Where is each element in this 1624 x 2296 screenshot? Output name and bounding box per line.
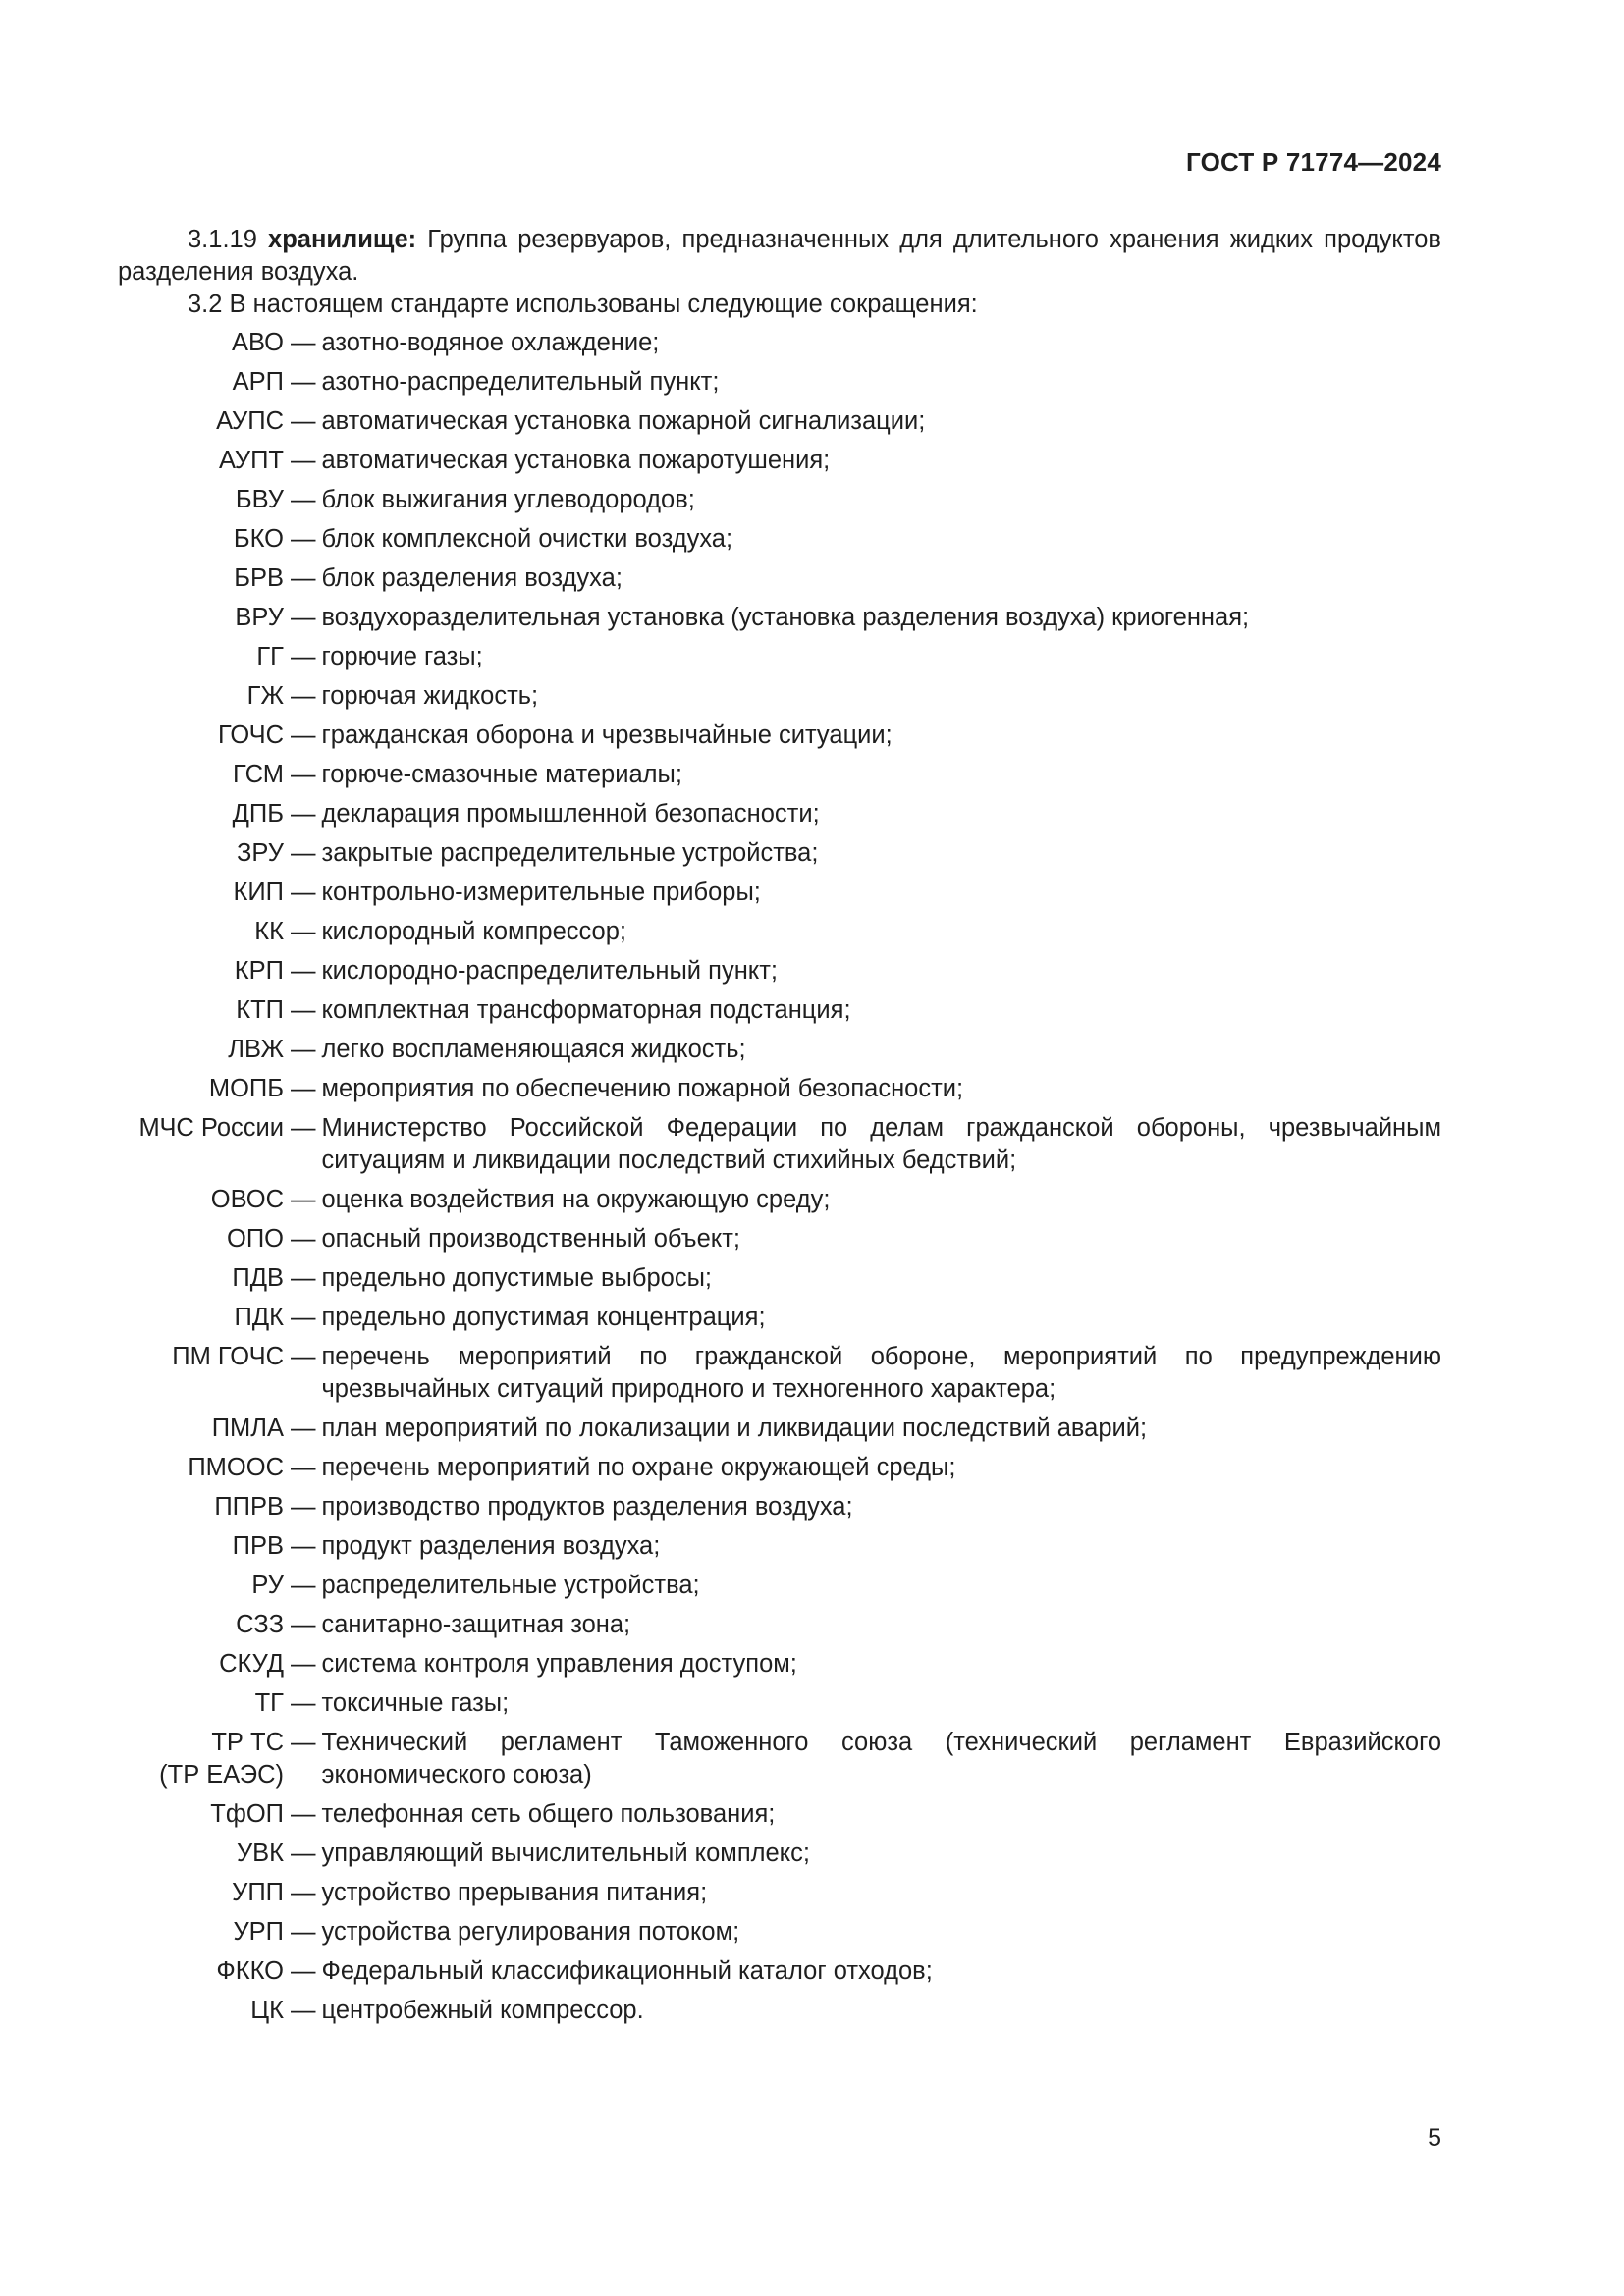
clause-definition: Группа резервуаров, предназначенных для длительного хранения жидких продуктов разделения воздуха. xyxy=(118,226,1441,286)
abbreviation-dash: — xyxy=(291,800,316,828)
abbreviation-term: ПМ ГОЧС xyxy=(172,1343,284,1370)
abbreviation-row xyxy=(118,1302,1441,1334)
abbreviation-term: ЗРУ xyxy=(236,839,284,867)
abbreviation-definition: центробежный компрессор. xyxy=(321,1997,644,2024)
abbreviation-dash: — xyxy=(291,1997,316,2024)
abbreviation-row xyxy=(118,837,1441,870)
abbreviation-definition: блок выжигания углеводородов; xyxy=(321,486,695,513)
abbreviation-row xyxy=(118,405,1441,438)
abbreviation-row xyxy=(118,1073,1441,1105)
abbreviation-dash: — xyxy=(291,407,316,435)
clause-3-2-intro: 3.2 В настоящем стандарте использованы следующие сокращения: xyxy=(188,291,978,318)
abbreviation-dash: — xyxy=(291,1075,316,1102)
abbreviation-row xyxy=(118,994,1441,1027)
abbreviation-dash: — xyxy=(291,1689,316,1717)
abbreviation-dash: — xyxy=(291,1114,316,1142)
abbreviation-row xyxy=(118,720,1441,752)
abbreviation-definition: гражданская оборона и чрезвычайные ситуации; xyxy=(321,721,893,749)
abbreviation-dash: — xyxy=(291,839,316,867)
abbreviation-row xyxy=(118,759,1441,791)
abbreviation-dash: — xyxy=(291,996,316,1024)
abbreviation-term: КТП xyxy=(236,996,284,1024)
abbreviation-row xyxy=(118,523,1441,556)
abbreviation-term: КК xyxy=(254,918,284,945)
abbreviation-row xyxy=(118,445,1441,477)
abbreviation-row xyxy=(118,955,1441,988)
abbreviation-term: АРП xyxy=(232,368,284,396)
abbreviation-definition: предельно допустимые выбросы; xyxy=(321,1264,712,1292)
abbreviation-row xyxy=(118,1413,1441,1445)
abbreviation-row xyxy=(118,641,1441,673)
abbreviation-term: ПДК xyxy=(234,1304,284,1331)
abbreviation-definition: горюче-смазочные материалы; xyxy=(321,761,682,788)
abbreviation-definition: закрытые распределительные устройства; xyxy=(321,839,819,867)
abbreviation-term: ПМООС xyxy=(188,1454,284,1481)
abbreviation-row xyxy=(118,1570,1441,1602)
abbreviation-dash: — xyxy=(291,604,316,631)
abbreviation-term: ОПО xyxy=(227,1225,284,1253)
document-body xyxy=(118,224,1441,2034)
abbreviation-row xyxy=(118,1452,1441,1484)
abbreviation-definition: оценка воздействия на окружающую среду; xyxy=(321,1186,831,1213)
abbreviation-row xyxy=(118,1112,1441,1177)
abbreviation-dash: — xyxy=(291,486,316,513)
clause-3-1-19 xyxy=(118,224,1441,289)
abbreviation-term: СЗЗ xyxy=(236,1611,284,1638)
abbreviation-dash: — xyxy=(291,682,316,710)
abbreviation-definition: опасный производственный объект; xyxy=(321,1225,740,1253)
abbreviation-dash: — xyxy=(291,1343,316,1370)
abbreviation-definition: мероприятия по обеспечению пожарной безопасности; xyxy=(321,1075,964,1102)
abbreviation-dash: — xyxy=(291,368,316,396)
abbreviation-term: КРП xyxy=(234,957,284,985)
abbreviation-term: ДПБ xyxy=(232,800,284,828)
abbreviation-dash: — xyxy=(291,1415,316,1442)
abbreviation-row xyxy=(118,798,1441,830)
abbreviation-dash: — xyxy=(291,918,316,945)
abbreviation-definition: контрольно-измерительные приборы; xyxy=(321,879,761,906)
abbreviation-dash: — xyxy=(291,1454,316,1481)
abbreviation-term: РУ xyxy=(251,1572,284,1599)
abbreviation-dash: — xyxy=(291,329,316,356)
abbreviation-definition: кислородно-распределительный пункт; xyxy=(321,957,778,985)
abbreviation-row xyxy=(118,1648,1441,1681)
abbreviation-term: АУПТ xyxy=(219,447,284,474)
abbreviation-term: УВК xyxy=(236,1840,284,1867)
abbreviation-row xyxy=(118,1916,1441,1949)
abbreviation-term: УРП xyxy=(233,1918,284,1946)
abbreviation-term: ППРВ xyxy=(214,1493,284,1521)
abbreviation-term: ФККО xyxy=(216,1957,284,1985)
clause-term: хранилище: xyxy=(268,226,417,253)
abbreviation-dash: — xyxy=(291,1572,316,1599)
abbreviation-dash: — xyxy=(291,1264,316,1292)
abbreviation-term: УПП xyxy=(232,1879,284,1906)
abbreviation-definition: Федеральный классификационный каталог отходов; xyxy=(321,1957,933,1985)
abbreviation-definition: план мероприятий по локализации и ликвидации последствий аварий; xyxy=(321,1415,1148,1442)
abbreviation-term: МОПБ xyxy=(208,1075,284,1102)
abbreviation-dash: — xyxy=(291,1036,316,1063)
abbreviation-term: БРВ xyxy=(234,564,284,592)
abbreviation-definition: декларация промышленной безопасности; xyxy=(321,800,820,828)
abbreviation-row xyxy=(118,366,1441,399)
abbreviation-term: МЧС России xyxy=(138,1114,284,1142)
abbreviation-dash: — xyxy=(291,1611,316,1638)
abbreviation-dash: — xyxy=(291,643,316,670)
abbreviation-row xyxy=(118,1687,1441,1720)
abbreviation-dash: — xyxy=(291,761,316,788)
abbreviation-definition: система контроля управления доступом; xyxy=(321,1650,797,1678)
abbreviation-term: ГОЧС xyxy=(217,721,284,749)
abbreviation-row xyxy=(118,916,1441,948)
abbreviation-definition: управляющий вычислительный комплекс; xyxy=(321,1840,810,1867)
abbreviation-row xyxy=(118,602,1441,634)
abbreviation-definition: перечень мероприятий по охране окружающей среды; xyxy=(321,1454,956,1481)
abbreviation-definition: продукт разделения воздуха; xyxy=(321,1532,661,1560)
abbreviation-term: ПРВ xyxy=(232,1532,284,1560)
abbreviation-dash: — xyxy=(291,1729,316,1756)
abbreviation-dash: — xyxy=(291,721,316,749)
abbreviation-dash: — xyxy=(291,957,316,985)
abbreviation-row xyxy=(118,680,1441,713)
abbreviation-definition: санитарно-защитная зона; xyxy=(321,1611,631,1638)
abbreviation-dash: — xyxy=(291,525,316,553)
abbreviation-definition: азотно-водяное охлаждение; xyxy=(321,329,660,356)
abbreviation-definition: блок комплексной очистки воздуха; xyxy=(321,525,733,553)
abbreviation-term: ГЖ xyxy=(246,682,284,710)
abbreviation-term: ГГ xyxy=(256,643,284,670)
clause-number: 3.1.19 xyxy=(188,226,257,253)
abbreviation-row xyxy=(118,1530,1441,1563)
abbreviation-row xyxy=(118,484,1441,516)
abbreviation-term: ЛВЖ xyxy=(228,1036,284,1063)
abbreviation-term: БКО xyxy=(233,525,284,553)
abbreviation-row xyxy=(118,1184,1441,1216)
abbreviation-row xyxy=(118,1034,1441,1066)
abbreviation-dash: — xyxy=(291,1493,316,1521)
abbreviation-term: ЦК xyxy=(250,1997,284,2024)
abbreviation-definition: автоматическая установка пожарной сигнализации; xyxy=(321,407,926,435)
abbreviation-term: АУПС xyxy=(216,407,284,435)
document-header: ГОСТ Р 71774—2024 xyxy=(1186,147,1441,177)
abbreviation-term: ТфОП xyxy=(210,1800,284,1828)
abbreviation-term: БВУ xyxy=(235,486,284,513)
abbreviation-term: ПМЛА xyxy=(211,1415,284,1442)
abbreviation-term: АВО xyxy=(231,329,284,356)
abbreviation-row xyxy=(118,877,1441,909)
abbreviation-row xyxy=(118,1955,1441,1988)
abbreviation-definition: распределительные устройства; xyxy=(321,1572,700,1599)
abbreviation-term: ПДВ xyxy=(232,1264,284,1292)
abbreviation-definition: телефонная сеть общего пользования; xyxy=(321,1800,776,1828)
abbreviation-term: ОВОС xyxy=(210,1186,284,1213)
abbreviation-row xyxy=(118,1341,1441,1406)
abbreviation-term: КИП xyxy=(233,879,284,906)
abbreviation-definition: комплектная трансформаторная подстанция; xyxy=(321,996,851,1024)
abbreviation-dash: — xyxy=(291,564,316,592)
abbreviation-dash: — xyxy=(291,447,316,474)
abbreviation-row xyxy=(118,1877,1441,1909)
abbreviation-dash: — xyxy=(291,1800,316,1828)
abbreviation-term: ТГ xyxy=(254,1689,284,1717)
abbreviation-row xyxy=(118,1838,1441,1870)
abbreviation-row xyxy=(118,1223,1441,1255)
abbreviation-term: ГСМ xyxy=(232,761,284,788)
abbreviation-list xyxy=(118,327,1441,2027)
abbreviation-row xyxy=(118,1609,1441,1641)
abbreviation-term: ТР ТС (ТР ЕАЭС) xyxy=(159,1729,284,1789)
abbreviation-term: ВРУ xyxy=(235,604,284,631)
abbreviation-definition: Технический регламент Таможенного союза (технический регламент Евразийского экономического союза) xyxy=(321,1729,1441,1789)
abbreviation-definition: воздухоразделительная установка (установка разделения воздуха) криогенная; xyxy=(321,604,1250,631)
abbreviation-definition: перечень мероприятий по гражданской обороне, мероприятий по предупреждению чрезвычайных ситуаций природного и техногенного характера; xyxy=(321,1343,1441,1403)
abbreviation-definition: устройство прерывания питания; xyxy=(321,1879,708,1906)
abbreviation-row xyxy=(118,1798,1441,1831)
abbreviation-row xyxy=(118,327,1441,359)
abbreviation-dash: — xyxy=(291,1225,316,1253)
abbreviation-definition: легко воспламеняющаяся жидкость; xyxy=(321,1036,746,1063)
abbreviation-dash: — xyxy=(291,1879,316,1906)
abbreviation-row xyxy=(118,1727,1441,1791)
abbreviation-definition: кислородный компрессор; xyxy=(321,918,626,945)
abbreviation-definition: горючие газы; xyxy=(321,643,483,670)
abbreviation-dash: — xyxy=(291,1840,316,1867)
abbreviation-dash: — xyxy=(291,1957,316,1985)
abbreviation-row xyxy=(118,1995,1441,2027)
abbreviation-definition: устройства регулирования потоком; xyxy=(321,1918,740,1946)
page-number: 5 xyxy=(1428,2124,1441,2152)
abbreviation-row xyxy=(118,1262,1441,1295)
abbreviation-definition: Министерство Российской Федерации по делам гражданской обороны, чрезвычайным ситуациям и ликвидации последствий стихийных бедствий; xyxy=(321,1114,1441,1174)
abbreviation-row xyxy=(118,562,1441,595)
abbreviation-definition: предельно допустимая концентрация; xyxy=(321,1304,766,1331)
abbreviation-definition: токсичные газы; xyxy=(321,1689,510,1717)
abbreviation-dash: — xyxy=(291,1650,316,1678)
abbreviation-dash: — xyxy=(291,1186,316,1213)
abbreviation-dash: — xyxy=(291,1918,316,1946)
abbreviation-definition: азотно-распределительный пункт; xyxy=(321,368,720,396)
abbreviation-definition: горючая жидкость; xyxy=(321,682,539,710)
abbreviation-dash: — xyxy=(291,879,316,906)
abbreviation-term: СКУД xyxy=(219,1650,284,1678)
abbreviation-dash: — xyxy=(291,1304,316,1331)
abbreviation-dash: — xyxy=(291,1532,316,1560)
abbreviation-definition: производство продуктов разделения воздуха; xyxy=(321,1493,853,1521)
abbreviation-definition: блок разделения воздуха; xyxy=(321,564,623,592)
abbreviation-definition: автоматическая установка пожаротушения; xyxy=(321,447,831,474)
abbreviation-row xyxy=(118,1491,1441,1523)
